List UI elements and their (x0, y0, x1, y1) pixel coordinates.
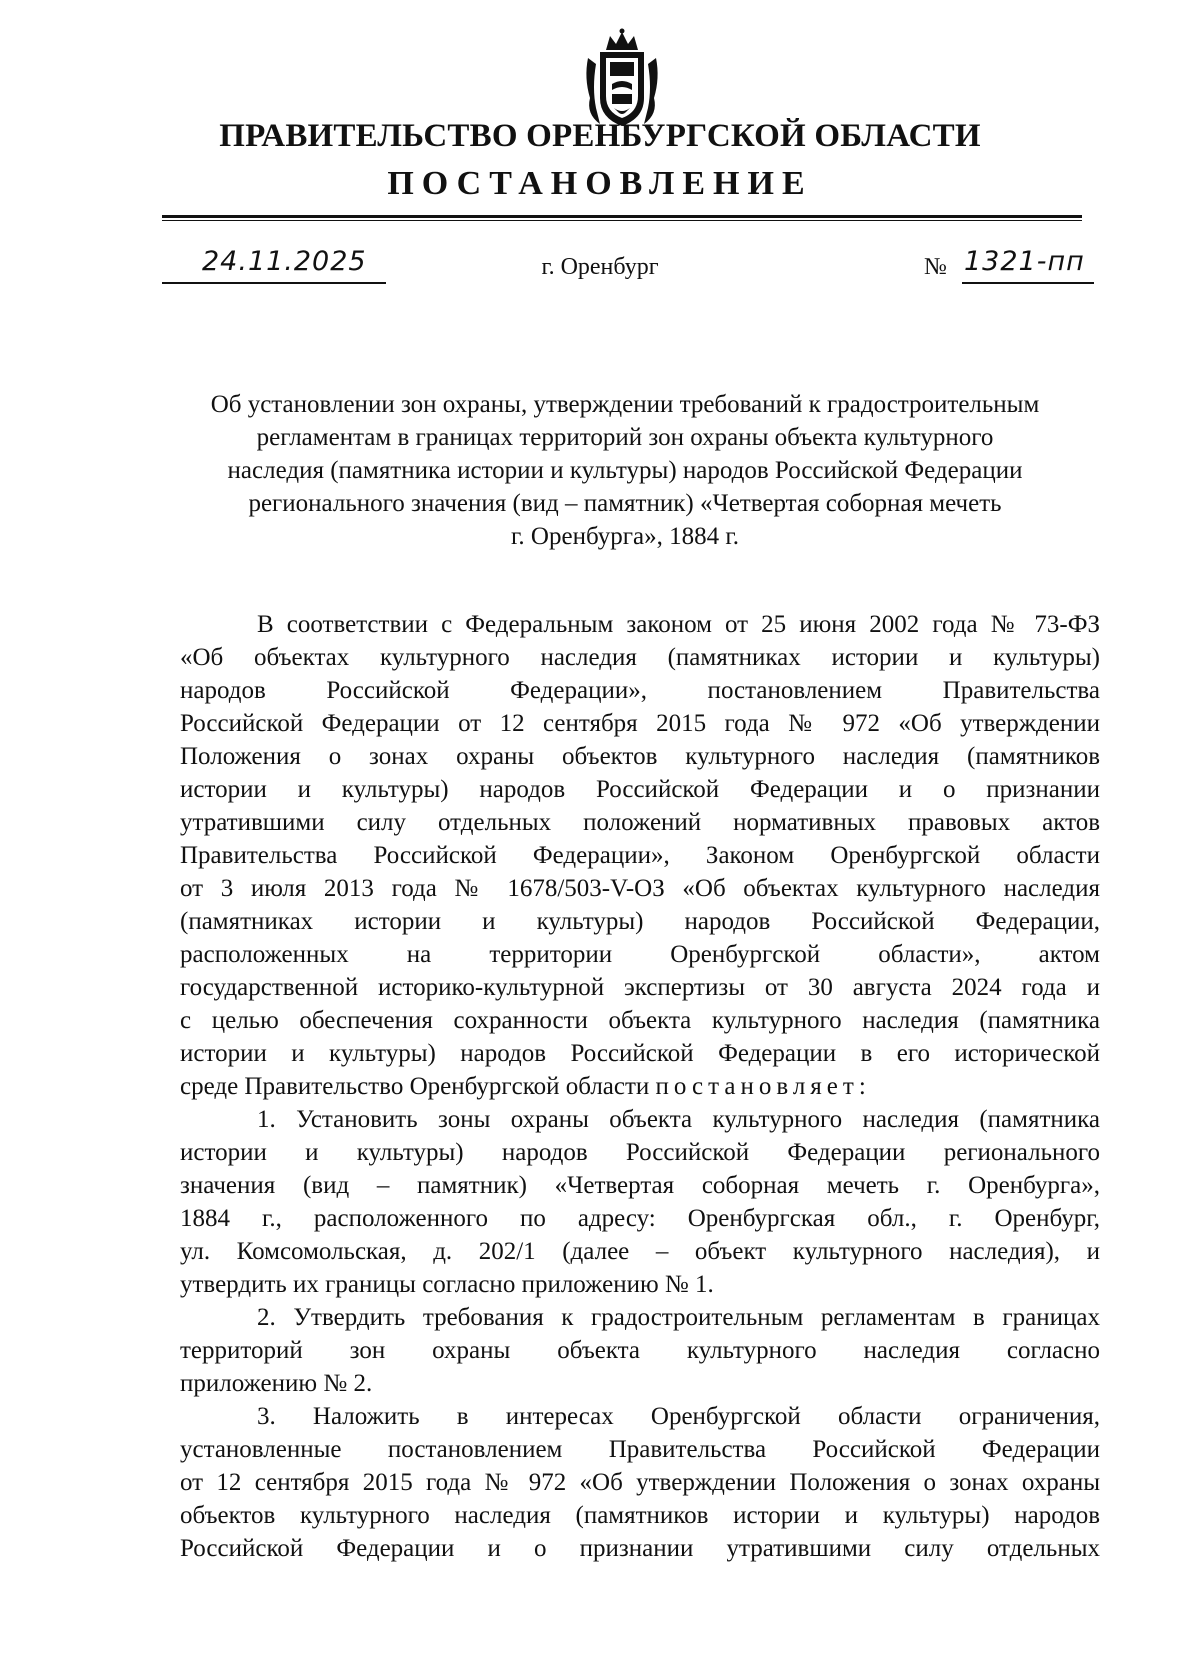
body-line: объектов культурного наследия (памятников истории и культуры) народов (180, 1502, 1100, 1529)
header-rule-thick (162, 215, 1082, 218)
body-line: государственной историко-культурной экспертизы от 30 августа 2024 года и (180, 974, 1100, 1001)
body-line (180, 1070, 1100, 1103)
body-line: от 12 сентября 2015 года № 972 «Об утверждении Положения о зонах охраны (180, 1469, 1100, 1496)
title-line: регионального значения (вид – памятник) «Четвертая соборная мечеть (248, 490, 1002, 517)
body-line: истории и культуры) народов Российской Федерации регионального (180, 1139, 1100, 1166)
body-line: приложению № 2. (180, 1370, 373, 1397)
date-underline (162, 282, 386, 284)
document-city: г. Оренбург (541, 254, 659, 280)
number-underline (962, 282, 1094, 284)
document-body (180, 608, 1100, 1565)
preamble-subject: среде Правительство Оренбургской области (180, 1073, 650, 1100)
body-line: (памятниках истории и культуры) народов Российской Федерации, (180, 908, 1100, 935)
body-line: В соответствии с Федеральным законом от 25 июня 2002 года № 73-ФЗ (257, 611, 1100, 638)
title-line: наследия (памятника истории и культуры) народов Российской Федерации (227, 457, 1023, 484)
body-line: 2. Утвердить требования к градостроительным регламентам в границах (257, 1304, 1100, 1331)
body-line: с целью обеспечения сохранности объекта культурного наследия (памятника (180, 1007, 1100, 1034)
body-line: народов Российской Федерации», постановлением Правительства (180, 677, 1100, 704)
coat-of-arms-icon (582, 28, 662, 130)
organization-heading: ПРАВИТЕЛЬСТВО ОРЕНБУРГСКОЙ ОБЛАСТИ (219, 118, 981, 154)
body-line: 3. Наложить в интересах Оренбургской области ограничения, (257, 1403, 1100, 1430)
body-line: территорий зон охраны объекта культурного наследия согласно (180, 1337, 1100, 1364)
document-number-field (924, 246, 1094, 290)
body-line: «Об объектах культурного наследия (памятниках истории и культуры) (180, 644, 1100, 671)
body-line: значения (вид – памятник) «Четвертая соборная мечеть г. Оренбурга», (180, 1172, 1100, 1199)
body-line: истории и культуры) народов Российской Федерации в его исторической (180, 1040, 1100, 1067)
body-line: истории и культуры) народов Российской Федерации и о признании (180, 776, 1100, 803)
title-line: Об установлении зон охраны, утверждении требований к градостроительным (210, 391, 1040, 418)
body-line: 1. Установить зоны охраны объекта культурного наследия (памятника (257, 1106, 1100, 1133)
body-line: расположенных на территории Оренбургской области», актом (180, 941, 1100, 968)
body-line: Положения о зонах охраны объектов культурного наследия (памятников (180, 743, 1100, 770)
title-line: регламентам в границах территорий зон охраны объекта культурного (256, 424, 994, 451)
document-title (175, 388, 1075, 553)
body-line: 1884 г., расположенного по адресу: Оренбургская обл., г. Оренбург, (180, 1205, 1100, 1232)
body-line: ул. Комсомольская, д. 202/1 (далее – объект культурного наследия), и (180, 1238, 1100, 1265)
body-line: от 3 июля 2013 года № 1678/503-V-ОЗ «Об объектах культурного наследия (180, 875, 1100, 902)
body-line: Российской Федерации от 12 сентября 2015 года № 972 «Об утверждении (180, 710, 1100, 737)
body-line: установленные постановлением Правительства Российской Федерации (180, 1436, 1100, 1463)
body-line: Российской Федерации и о признании утратившими силу отдельных (180, 1535, 1100, 1562)
document-number: 1321-пп (964, 246, 1085, 277)
header-rule-thin (162, 220, 1082, 221)
resolution-verb: постановляет: (655, 1073, 871, 1100)
document-date: 24.11.2025 (202, 246, 367, 277)
title-line: г. Оренбурга», 1884 г. (510, 523, 739, 550)
body-line: утратившими силу отдельных положений нормативных правовых актов (180, 809, 1100, 836)
body-line: утвердить их границы согласно приложению № 1. (180, 1271, 714, 1298)
document-type-heading: ПОСТАНОВЛЕНИЕ (387, 165, 813, 202)
body-line: Правительства Российской Федерации», Законом Оренбургской области (180, 842, 1100, 869)
number-sign: № (924, 254, 947, 280)
